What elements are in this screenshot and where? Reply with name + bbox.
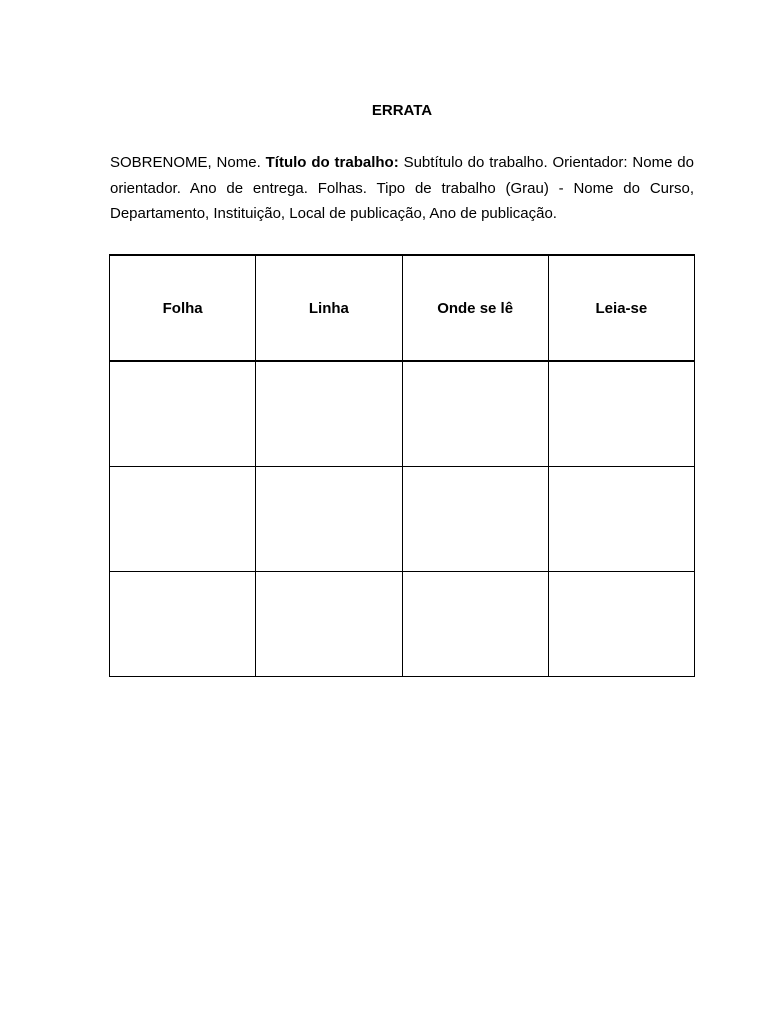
column-header-folha: Folha	[110, 255, 256, 361]
table-cell	[402, 361, 548, 467]
table-row	[110, 467, 695, 572]
page-title: ERRATA	[371, 102, 433, 119]
table-cell	[548, 467, 694, 572]
table-cell	[110, 467, 256, 572]
table-cell	[110, 572, 256, 677]
table-row	[110, 361, 695, 467]
table-row	[110, 572, 695, 677]
table-cell	[402, 572, 548, 677]
reference-author: SOBRENOME, Nome.	[110, 154, 266, 171]
column-header-onde-se-le: Onde se lê	[402, 255, 548, 361]
table-cell	[548, 361, 694, 467]
reference-work-title: Título do trabalho:	[265, 154, 399, 171]
table-cell	[110, 361, 256, 467]
table-cell	[256, 572, 402, 677]
table-header-row	[110, 255, 695, 361]
table-cell	[256, 467, 402, 572]
table-cell	[548, 572, 694, 677]
column-header-linha: Linha	[256, 255, 402, 361]
table-cell	[256, 361, 402, 467]
bibliographic-reference	[110, 150, 694, 227]
errata-table	[109, 254, 695, 677]
table-cell	[402, 467, 548, 572]
column-header-leia-se: Leia-se	[548, 255, 694, 361]
reference-details: Subtítulo do trabalho. Orientador: Nome do orientador. Ano de entrega. Folhas. Tipo de trabalho (Grau) - Nome do Curso, Departamento, Instituição, Local de publicação, Ano de publicação.	[110, 154, 694, 222]
